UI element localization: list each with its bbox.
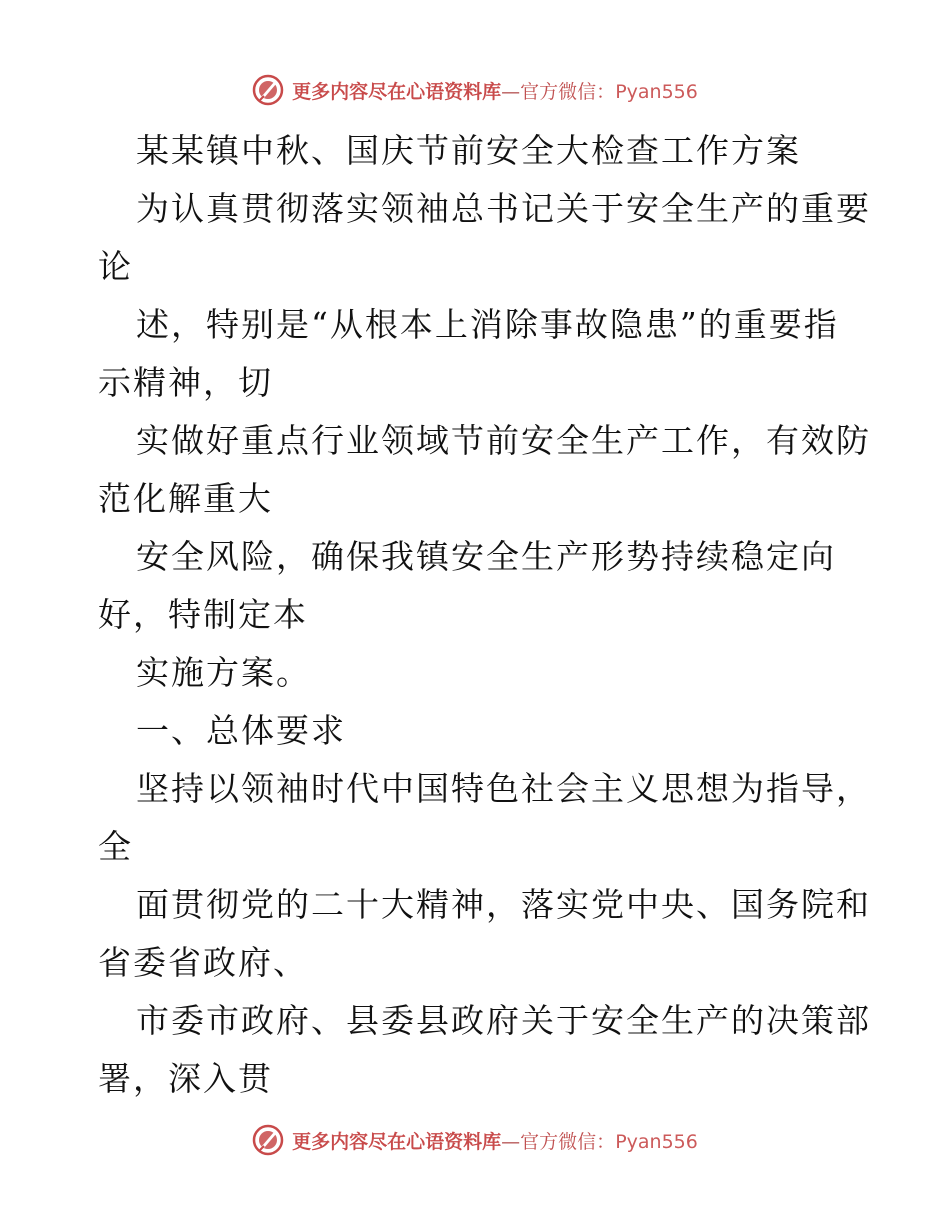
document-line: 全	[98, 827, 133, 866]
watermark-separator: —	[501, 80, 521, 103]
document-line: 论	[98, 247, 133, 286]
document-line: 面贯彻党的二十大精神，落实党中央、国务院和	[136, 885, 871, 924]
document-line: 安全风险，确保我镇安全生产形势持续稳定向	[136, 537, 836, 576]
watermark-text	[292, 77, 698, 104]
watermark-banner-bottom	[0, 1120, 950, 1160]
document-line: 好，特制定本	[98, 595, 308, 634]
watermark-banner-top	[0, 70, 950, 110]
document-line: 省委省政府、	[98, 943, 308, 982]
document-line: 坚持以领袖时代中国特色社会主义思想为指导，	[136, 769, 871, 808]
document-line: 范化解重大	[98, 479, 273, 518]
watermark-text	[292, 1127, 698, 1154]
quill-seal-icon	[252, 1124, 284, 1156]
document-body	[98, 122, 871, 1108]
watermark-wechat-id: Pyan556	[615, 80, 698, 103]
document-line: 市委市政府、县委县政府关于安全生产的决策部	[136, 1001, 871, 1040]
watermark-wechat-id: Pyan556	[615, 1130, 698, 1153]
quill-seal-icon	[252, 74, 284, 106]
watermark-wechat-label: 官方微信：	[520, 80, 616, 103]
document-line: 述，特别是“从根本上消除事故隐患”的重要指	[136, 305, 839, 344]
document-line: 实做好重点行业领域节前安全生产工作，有效防	[136, 421, 871, 460]
watermark-separator: —	[501, 1130, 521, 1153]
watermark-library: 更多内容尽在心语资料库	[292, 80, 502, 103]
document-line: 为认真贯彻落实领袖总书记关于安全生产的重要	[136, 189, 871, 228]
document-line: 实施方案。	[136, 653, 311, 692]
document-line: 某某镇中秋、国庆节前安全大检查工作方案	[136, 131, 801, 170]
watermark-wechat-label: 官方微信：	[520, 1130, 616, 1153]
document-line: 署，深入贯	[98, 1059, 273, 1098]
watermark-library: 更多内容尽在心语资料库	[292, 1130, 502, 1153]
document-line: 示精神，切	[98, 363, 273, 402]
document-line: 一、总体要求	[136, 711, 346, 750]
